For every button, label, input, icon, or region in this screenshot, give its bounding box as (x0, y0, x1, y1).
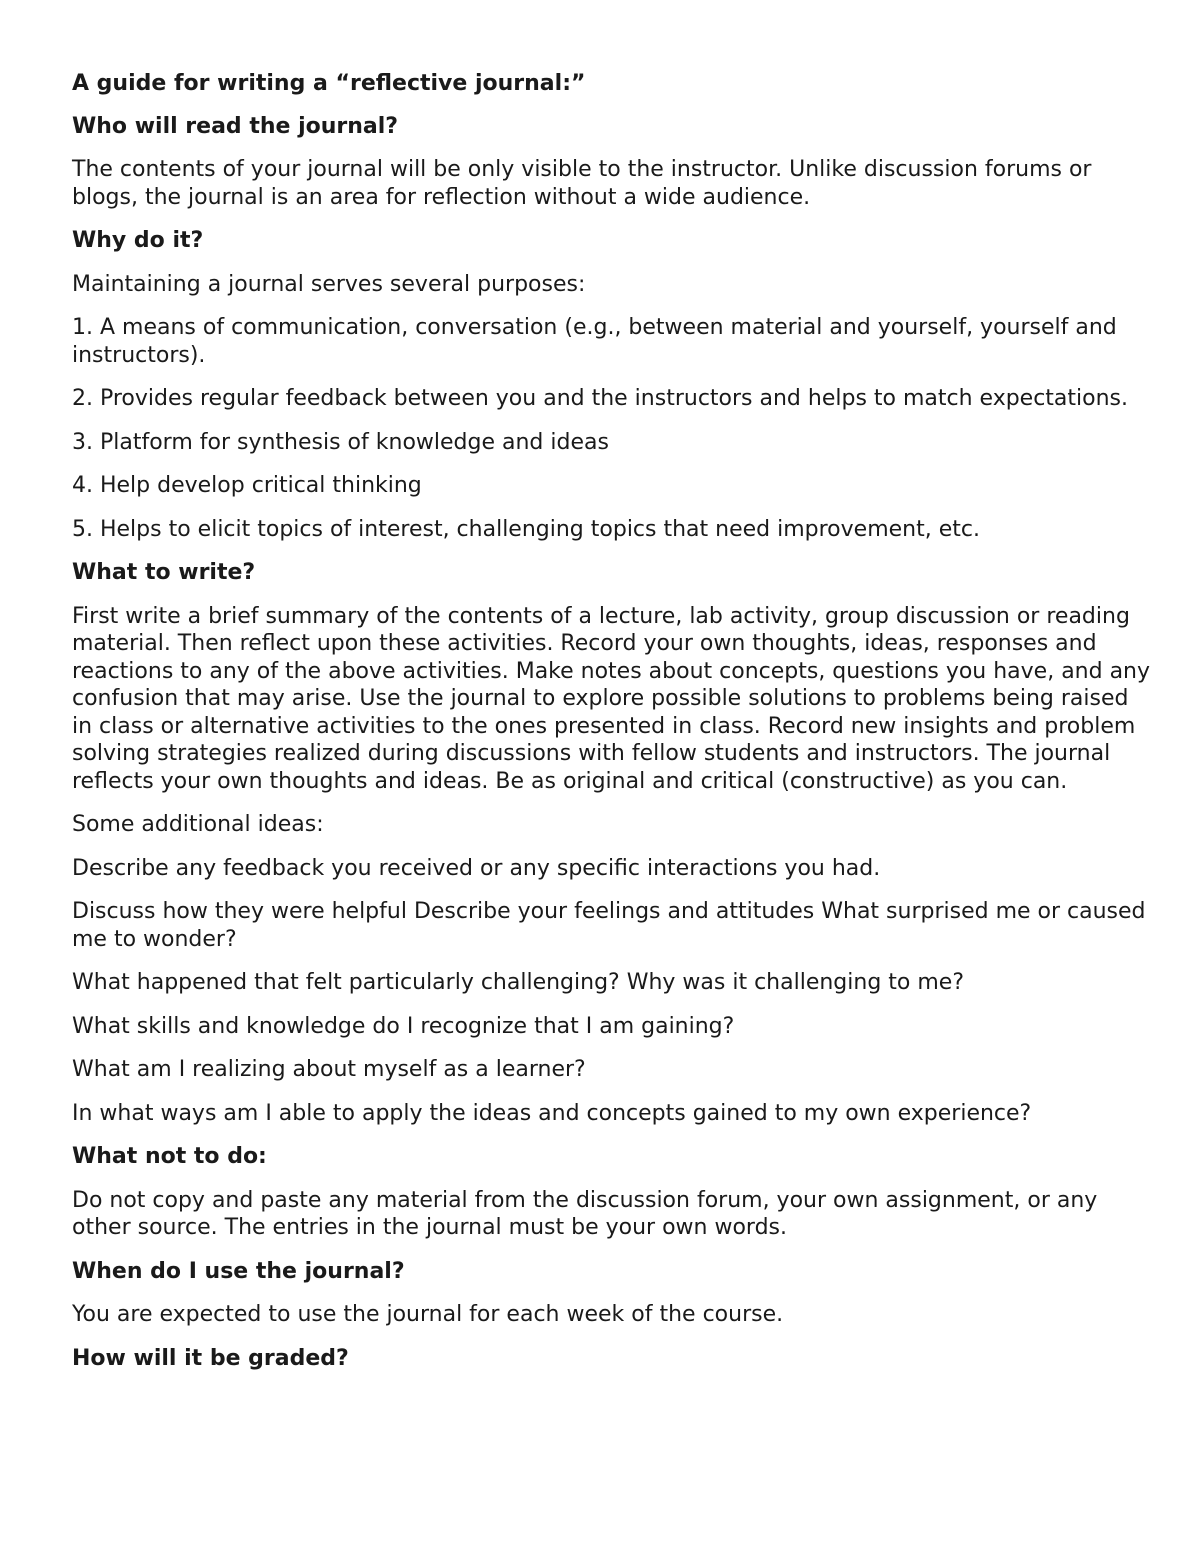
list-item: 4. Help develop critical thinking (72, 473, 422, 498)
section-body-when: You are expected to use the journal for each week of the course. (72, 1302, 784, 1327)
additional-ideas-intro: Some additional ideas: (72, 812, 324, 837)
document-page (72, 70, 1152, 1388)
idea-item: Describe any feedback you received or any specific interactions you had. (72, 855, 881, 881)
section-body-not: Do not copy and paste any material from the discussion forum, your own assignment, or any other source. The entries in the journal must be your own words. (72, 1187, 1098, 1240)
list-item: 1. A means of communication, conversation (e.g., between material and yourself, yourself and instructors). (72, 315, 1117, 368)
idea-item: What am I realizing about myself as a learner? (72, 1057, 586, 1082)
section-heading-why: Why do it? (72, 228, 204, 253)
section-heading-graded: How will it be graded? (72, 1345, 349, 1371)
idea-item: In what ways am I able to apply the ideas and concepts gained to my own experience? (72, 1100, 1032, 1126)
list-item: 3. Platform for synthesis of knowledge and ideas (72, 429, 609, 455)
section-body-who: The contents of your journal will be only visible to the instructor. Unlike discussion forums or blogs, the journal is an area for reflection without a wide audience. (72, 157, 1092, 210)
section-intro-why: Maintaining a journal serves several purposes: (72, 271, 586, 297)
list-item: 5. Helps to elicit topics of interest, challenging topics that need improvement, etc. (72, 516, 980, 542)
section-body-what: First write a brief summary of the contents of a lecture, lab activity, group discussion or reading material. Then reflect upon these activities. Record your own thoughts, ideas, responses and reactions to any of the above activities. Make notes about concepts, questions you have, and any confusion that may arise. Use the journal to explore possible solutions to problems being raised in class or alternative activities to the ones presented in class. Record new insights and problem solving strategies realized during discussions with fellow students and instructors. The journal reflects your own thoughts and ideas. Be as original and critical (constructive) as you can. (72, 603, 1151, 794)
idea-item: Discuss how they were helpful Describe your feelings and attitudes What surprised me or caused me to wonder? (72, 899, 1146, 952)
idea-item: What happened that felt particularly challenging? Why was it challenging to me? (72, 970, 965, 995)
section-heading-not: What not to do: (72, 1144, 267, 1169)
idea-item: What skills and knowledge do I recognize that I am gaining? (72, 1013, 735, 1039)
section-heading-who: Who will read the journal? (72, 113, 399, 139)
section-heading-when: When do I use the journal? (72, 1258, 405, 1284)
document-title: A guide for writing a “reflective journal:” (72, 71, 586, 96)
list-item: 2. Provides regular feedback between you and the instructors and helps to match expectations. (72, 386, 1129, 411)
section-heading-what: What to write? (72, 560, 256, 585)
